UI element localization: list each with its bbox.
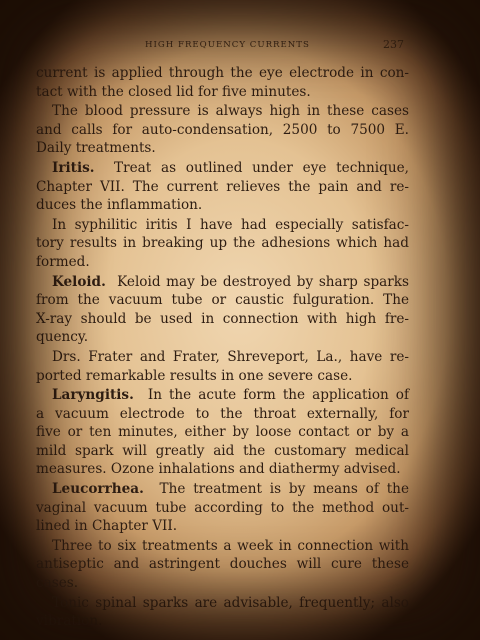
term-leucorrhea: Leucorrhea. [52, 481, 144, 498]
text-line: cases. [36, 575, 79, 592]
text-line-rest: Keloid may be destroyed by sharp sparks [117, 273, 409, 290]
term-keloid: Keloid. [52, 273, 106, 290]
page-header [0, 38, 480, 54]
text-line-rest: The treatment is by means of the [159, 481, 409, 498]
text-line: ported remarkable results in one severe case. [36, 367, 353, 384]
text-line: In syphilitic iritis I have had especially satisfac- [52, 216, 409, 233]
text-line: tory results in breaking up the adhesions which had [36, 235, 409, 252]
page-number: 237 [383, 38, 404, 51]
text-line: from the vacuum tube or caustic fulguration. The [36, 292, 409, 309]
text-line: mild spark will greatly aid the customary medical [36, 442, 409, 459]
text-line-rest: Treat as outlined under eye technique, [114, 159, 409, 176]
text-line [36, 386, 409, 405]
text-line: measures. Ozone inhalations and diathermy advised. [36, 461, 401, 478]
text-line: current is applied through the eye electrode in con- [36, 65, 409, 81]
text-line: Drs. Frater and Frater, Shreveport, La., have re- [52, 348, 409, 365]
text-line: Daily treatments. [36, 140, 156, 157]
text-line: lined in Chapter VII. [36, 518, 178, 535]
text-line: vibration. [36, 613, 103, 630]
term-iritis: Iritis. [52, 159, 95, 176]
text-line: tact with the closed lid for five minutes. [36, 83, 311, 100]
text-line [36, 159, 409, 178]
text-line [36, 480, 409, 499]
text-line: quency. [36, 329, 89, 346]
body-text [36, 64, 409, 631]
text-line: Tonic spinal sparks are advisable, frequently; also [52, 594, 409, 611]
text-line: antiseptic and astringent douches will cure these [36, 556, 409, 573]
text-line: and calls for auto-condensation, 2500 to 7500 E. [36, 121, 409, 138]
text-line: Three to six treatments a week in connection with [52, 537, 409, 554]
text-line: a vacuum electrode to the throat externally, for [36, 405, 409, 422]
text-line-rest: In the acute form the application of [147, 387, 409, 404]
running-head: HIGH FREQUENCY CURRENTS [145, 40, 310, 50]
text-line: Chapter VII. The current relieves the pain and re- [36, 178, 409, 195]
text-line: vaginal vacuum tube according to the method out- [36, 499, 409, 516]
text-line: duces the inflammation. [36, 197, 203, 214]
text-line: X-ray should be used in connection with high fre- [36, 310, 409, 327]
term-laryngitis: Laryngitis. [52, 387, 134, 404]
text-line: The blood pressure is always high in these cases [52, 103, 409, 120]
text-line: formed. [36, 253, 90, 270]
text-line: five or ten minutes, either by loose contact or by a [36, 424, 409, 441]
text-line [36, 273, 409, 292]
